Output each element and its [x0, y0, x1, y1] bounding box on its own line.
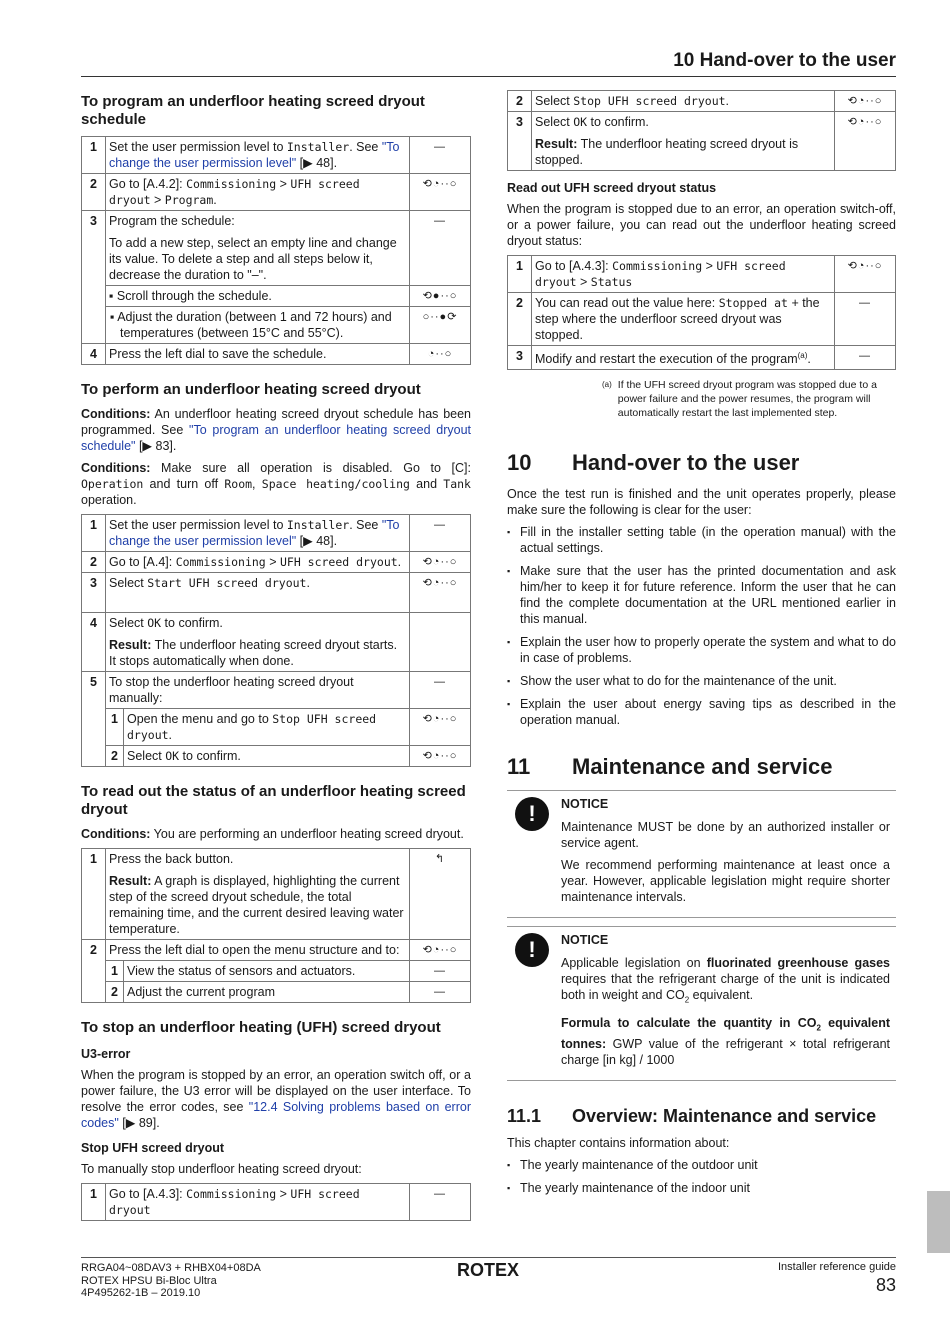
bullet-text: ▪ Adjust the duration (between 1 and 72 hours) and temperatures (between 15°C and 55°C). [106, 307, 410, 344]
section-title: To perform an underfloor heating screed dryout [81, 381, 421, 398]
bullet-list [507, 1157, 896, 1196]
bullet-list [507, 524, 896, 728]
dial-icon: ◔··○ [410, 344, 471, 365]
table-row [82, 613, 471, 672]
table-row [82, 286, 471, 307]
table-row [82, 137, 471, 174]
list-item: ▪ Explain the user about energy saving tips as described in the operation manual. [507, 696, 896, 728]
conditions-text: Conditions: An underfloor heating screed dryout schedule has been programmed. See "To program an underfloor heating screed dryout schedule" [▶ 83]. [81, 407, 472, 453]
step-text: Select Stop UFH screed dryout. [532, 91, 835, 112]
step-number: 1 [508, 256, 532, 293]
dial-icon: ⟲◔··○ [410, 940, 471, 961]
step-text: Go to [A.4]: Commissioning > UFH screed dryout. [106, 552, 410, 573]
step-text: Go to [A.4.2]: Commissioning > UFH screed dryout > Program. [106, 174, 410, 211]
steps-table [81, 514, 471, 767]
notice-title: NOTICE [561, 933, 609, 948]
dash-icon: — [835, 293, 896, 346]
step-number: 1 [82, 515, 106, 552]
step-number: 4 [82, 344, 106, 365]
dash-icon: — [410, 515, 471, 552]
dial-icon: ⟲●··○ [410, 286, 471, 307]
table-row [508, 293, 896, 346]
conditions-text: Conditions: You are performing an underfloor heating screed dryout. [81, 827, 464, 841]
step-text: To stop the underfloor heating screed dryout manually: [106, 672, 410, 709]
section-heading: 11.1 Overview: Maintenance and service [507, 1106, 877, 1127]
list-item: ▪ Explain the user how to properly operate the system and what to do in case of problems. [507, 634, 896, 666]
link-user-permission[interactable]: "To change the user permission level" [109, 518, 400, 548]
step-text: Press the left dial to save the schedule. [106, 344, 410, 365]
table-row [82, 573, 471, 613]
step-text: Select OK to confirm. [124, 746, 410, 767]
notice-box: ! NOTICE Applicable legislation on fluorinated greenhouse gases requires that the refrigerant charge of the unit is indicated both in weight and $CO_2$ equivalent. Formula to calculate the quantity in $CO_2$ equivalent tonnes: GWP value of the refrigerant × total refrigerant charge [in kg] / 1000 [507, 926, 896, 1081]
steps-table [81, 1183, 471, 1221]
footer-product: ROTEX HPSU Bi-Bloc Ultra [81, 1274, 217, 1287]
step-text: Go to [A.4.3]: Commissioning > UFH screed dryout [106, 1184, 410, 1221]
step-number: 4 [82, 613, 106, 672]
dash-icon: — [835, 346, 896, 370]
list-item: ▪ The yearly maintenance of the indoor unit [507, 1180, 896, 1196]
chapter-tab [927, 1191, 950, 1253]
paragraph: Once the test run is finished and the unit operates properly, please make sure the following is clear for the user: [507, 487, 896, 518]
footnote: (a) If the UFH screed dryout program was stopped due to a power failure and the power resumes, the program will automatically restart the last implemented step. [602, 379, 877, 420]
section-title: To read out the status of an underfloor heating screed dryout [81, 783, 466, 818]
dash-icon: — [410, 137, 471, 174]
table-row [82, 746, 471, 767]
dash-icon: — [410, 982, 471, 1003]
chapter-heading: 10 Hand-over to the user [507, 450, 800, 476]
table-row [508, 346, 896, 370]
dash-icon: — [410, 1184, 471, 1221]
table-row [82, 307, 471, 344]
step-text: Set the user permission level to Installer. See "To change the user permission level" [▶ 48]. [106, 515, 410, 552]
table-row [82, 515, 471, 552]
step-number: 3 [508, 112, 532, 171]
table-row [508, 112, 896, 171]
paragraph: When the program is stopped by an error, an operation switch off, or a power failure, the U3 error will be displayed on the user interface. To resolve the error codes, see "12.4 Solving problems based on error codes" [▶ 89]. [81, 1068, 472, 1130]
step-text: Select OK to confirm. Result: The underfloor heating screed dryout starts. It stops automatically when done. [106, 613, 410, 672]
notice-box: ! NOTICE Maintenance MUST be done by an authorized installer or service agent. We recommend performing maintenance at least once a year. However, applicable legislation might require shorter maintenance intervals. [507, 790, 896, 918]
step-text: Press the back button. Result: A graph is displayed, highlighting the current step of the screed dryout schedule, the total remaining time, and the current desired leaving water temperature. [106, 849, 410, 940]
step-number: 1 [82, 849, 106, 940]
link-user-permission[interactable]: "To change the user permission level" [109, 140, 400, 170]
dial-icon: ⟲◔··○ [410, 174, 471, 211]
step-text: Press the left dial to open the menu structure and to: [106, 940, 410, 961]
step-text: Go to [A.4.3]: Commissioning > UFH screed dryout > Status [532, 256, 835, 293]
steps-table [81, 136, 471, 365]
dash-icon: — [410, 211, 471, 286]
dash-icon: — [410, 672, 471, 709]
step-number: 3 [82, 573, 106, 613]
footer-guide: Installer reference guide [777, 1261, 896, 1273]
dash-icon: — [410, 961, 471, 982]
paragraph: This chapter contains information about: [507, 1136, 730, 1151]
steps-table [81, 848, 471, 1003]
dial-icon: ⟲◔··○ [410, 746, 471, 767]
rotex-logo: ROTEX [457, 1260, 520, 1280]
subsection-title: Stop UFH screed dryout [81, 1141, 225, 1155]
dial-icon: ⟲◔··○ [835, 91, 896, 112]
footer-model: RRGA04~08DAV3 + RHBX04+08DA [81, 1262, 261, 1274]
subsection-title: Read out UFH screed dryout status [507, 181, 717, 195]
step-text: Program the schedule: To add a new step, select an empty line and change its value. To delete a step and all steps below it, decrease the duration to "–". [106, 211, 410, 286]
paragraph: When the program is stopped due to an error, an operation switch-off, or a power failure, you can read out the underfloor heating screed dryout status: [507, 202, 896, 248]
table-row [82, 174, 471, 211]
page-number: 83 [875, 1275, 896, 1295]
dial-icon: ○··●⟳ [410, 307, 471, 344]
step-number: 2 [82, 940, 106, 1003]
step-text: Select OK to confirm. Result: The underfloor heating screed dryout is stopped. [532, 112, 835, 171]
table-row [82, 344, 471, 365]
step-number: 5 [82, 672, 106, 767]
link-error-codes[interactable]: "12.4 Solving problems based on error codes" [81, 1100, 472, 1130]
header-title: 10 Hand-over to the user [673, 50, 896, 71]
dial-icon: ⟲◔··○ [410, 573, 471, 613]
substep-number: 1 [106, 709, 124, 746]
step-text: Select Start UFH screed dryout. [106, 573, 410, 613]
table-row [82, 709, 471, 746]
step-number: 2 [508, 293, 532, 346]
list-item: ▪ The yearly maintenance of the outdoor unit [507, 1157, 896, 1173]
step-text: Modify and restart the execution of the program$^{(a)}$. [532, 346, 835, 370]
step-number: 1 [82, 137, 106, 174]
dial-icon: ⟲◔··○ [835, 256, 896, 293]
step-number: 2 [82, 174, 106, 211]
left-column [81, 93, 471, 1229]
substep-number: 1 [106, 961, 124, 982]
table-row [82, 211, 471, 286]
table-row [82, 961, 471, 982]
step-number: 1 [82, 1184, 106, 1221]
dial-icon: ⟲◔··○ [410, 552, 471, 573]
conditions-text: Conditions: Make sure all operation is disabled. Go to [C]: Operation and turn off Room, Space heating/cooling and Tank operation. [81, 461, 471, 507]
step-number: 2 [82, 552, 106, 573]
footer-docnum: 4P495262-1B – 2019.10 [81, 1287, 201, 1299]
warning-icon: ! [515, 933, 549, 967]
step-text: You can read out the value here: Stopped at + the step where the underfloor screed dryout was stopped. [532, 293, 835, 346]
dial-icon: ⟲◔··○ [410, 709, 471, 746]
step-number: 2 [508, 91, 532, 112]
step-number: 3 [82, 211, 106, 344]
link-program-schedule[interactable]: "To program an underfloor heating screed dryout schedule" [81, 423, 472, 453]
back-button-icon: ↰ [410, 849, 471, 940]
dial-icon: ⟲◔··○ [835, 112, 896, 171]
step-number: 3 [508, 346, 532, 370]
table-row [82, 982, 471, 1003]
list-item: ▪ Make sure that the user has the printed documentation and ask him/her to keep it for future reference. Inform the user that he can find the complete documentation at the URL mentioned earlier in this manual. [507, 563, 896, 627]
notice-title: NOTICE [561, 797, 609, 812]
table-row [82, 1184, 471, 1221]
step-text: Adjust the current program [124, 982, 410, 1003]
paragraph: To manually stop underfloor heating screed dryout: [81, 1162, 362, 1176]
substep-number: 2 [106, 746, 124, 767]
steps-table [507, 90, 896, 171]
table-row [508, 256, 896, 293]
table-row [82, 552, 471, 573]
warning-icon: ! [515, 797, 549, 831]
section-title: To program an underfloor heating screed dryout schedule [81, 93, 425, 128]
bullet-text: ▪ Scroll through the schedule. [106, 286, 410, 307]
table-row [82, 940, 471, 961]
list-item: ▪ Show the user what to do for the maintenance of the unit. [507, 673, 896, 689]
substep-number: 2 [106, 982, 124, 1003]
chapter-heading: 11 Maintenance and service [507, 754, 833, 780]
steps-table [507, 255, 896, 370]
step-text: Open the menu and go to Stop UFH screed dryout. [124, 709, 410, 746]
step-text: Set the user permission level to Installer. See "To change the user permission level" [▶ 48]. [106, 137, 410, 174]
subsection-title: U3-error [81, 1047, 131, 1061]
step-text: View the status of sensors and actuators. [124, 961, 410, 982]
table-row [82, 672, 471, 709]
table-row [508, 91, 896, 112]
section-title: To stop an underfloor heating (UFH) screed dryout [81, 1019, 441, 1036]
right-column [507, 90, 896, 1203]
list-item: ▪ Fill in the installer setting table (in the operation manual) with the actual settings. [507, 524, 896, 556]
page-header [81, 50, 896, 77]
table-row [82, 849, 471, 940]
